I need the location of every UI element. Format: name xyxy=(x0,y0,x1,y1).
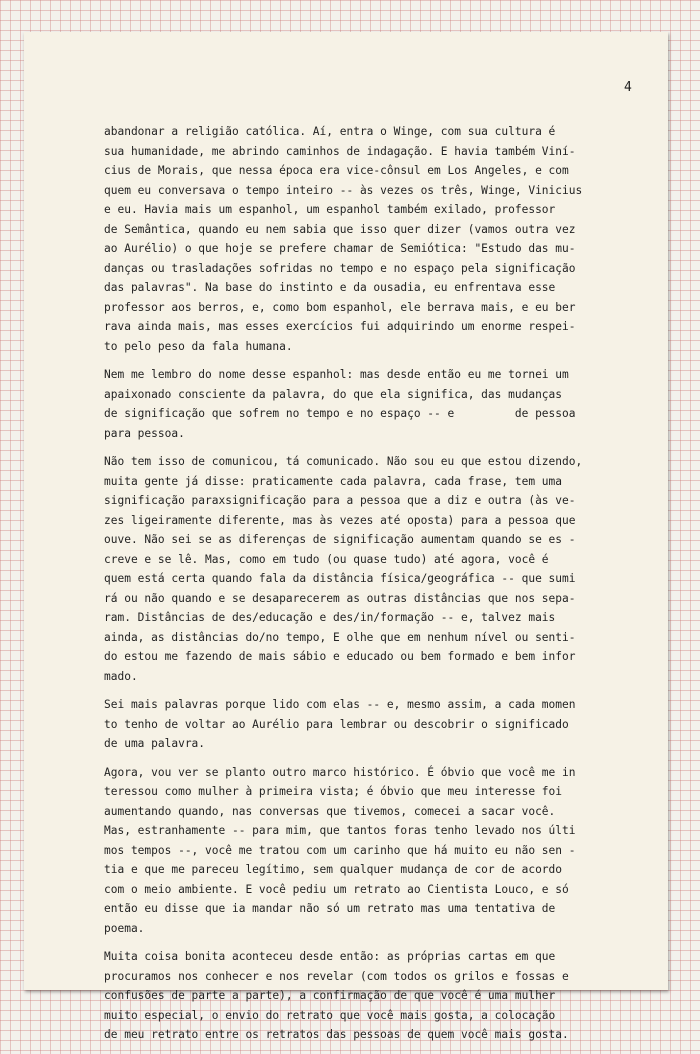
text-line: to pelo peso da fala humana. xyxy=(104,339,293,353)
paragraph xyxy=(104,947,664,1045)
text-line: do estou me fazendo de mais sábio e educado ou bem formado e bem infor xyxy=(104,650,576,663)
text-line: professor aos berros, e, como bom espanhol, ele berrava mais, e eu ber xyxy=(104,300,576,314)
text-line: significação paraxsignificação para a pessoa que a diz e outra (às ve- xyxy=(104,494,576,507)
text-line: Nem me lembro do nome desse espanhol: mas desde então eu me tornei um xyxy=(104,368,569,381)
text-line: das palavras". Na base do instinto e da ousadia, eu enfrentava esse xyxy=(104,281,556,294)
text-line: cius de Morais, que nessa época era vice-cônsul em Los Angeles, e com xyxy=(104,164,569,177)
text-line: ram. Distâncias de des/educação e des/in/formação -- e, talvez mais xyxy=(104,611,556,624)
text-line: poema. xyxy=(104,921,145,935)
text-line: Não tem isso de comunicou, tá comunicado. Não sou eu que estou dizendo, xyxy=(104,455,583,468)
text-line: sua humanidade, me abrindo caminhos de indagação. E havia também Viní- xyxy=(104,144,576,158)
paragraph xyxy=(104,763,664,939)
page-number: 4 xyxy=(624,80,632,95)
text-line: de meu retrato entre os retratos das pessoas de quem você mais gosta. xyxy=(104,1028,569,1041)
paragraph xyxy=(104,695,664,754)
text-line: Mas, estranhamente -- para mim, que tantos foras tenho levado nos últi xyxy=(104,824,576,837)
text-line: confusões de parte a parte), a confirmação de que você é uma mulher xyxy=(104,989,556,1002)
text-line: quem está certa quando fala da distância física/geográfica -- que sumi xyxy=(104,572,576,585)
text-line: para pessoa. xyxy=(104,426,185,440)
text-line: de Semântica, quando eu nem sabia que isso quer dizer (vamos outra vez xyxy=(104,222,576,236)
text-line: rá ou não quando e se desaparecerem as outras distâncias que nos sepa- xyxy=(104,591,576,605)
text-line: abandonar a religião católica. Aí, entra o Winge, com sua cultura é xyxy=(104,125,556,138)
letter-body xyxy=(104,122,664,1054)
text-line: zes ligeiramente diferente, mas às vezes até oposta) para a pessoa que xyxy=(104,513,576,527)
paragraph xyxy=(104,365,664,443)
text-line: muita gente já disse: praticamente cada palavra, cada frase, tem uma xyxy=(104,474,563,488)
text-line: creve e se lê. Mas, como em tudo (ou quase tudo) até agora, você é xyxy=(104,552,549,566)
text-line: com o meio ambiente. E você pediu um retrato ao Cientista Louco, e só xyxy=(104,882,569,896)
text-line: e eu. Havia mais um espanhol, um espanhol também exilado, professor xyxy=(104,203,556,216)
text-line: ao Aurélio) o que hoje se prefere chamar de Semiótica: "Estudo das mu- xyxy=(104,242,576,255)
paragraph xyxy=(104,122,664,356)
text-line: Agora, vou ver se planto outro marco histórico. É óbvio que você me in xyxy=(104,765,576,779)
text-line: de uma palavra. xyxy=(104,737,206,750)
text-line: danças ou trasladações sofridas no tempo e no espaço pela significação xyxy=(104,261,576,275)
text-line: to tenho de voltar ao Aurélio para lembrar ou descobrir o significado xyxy=(104,717,569,731)
text-line: procuramos nos conhecer e nos revelar (com todos os grilos e fossas e xyxy=(104,969,569,983)
paragraph xyxy=(104,452,664,686)
text-line: ouve. Não sei se as diferenças de significação aumentam quando se es - xyxy=(104,533,576,546)
text-line: então eu disse que ia mandar não só um retrato mas uma tentativa de xyxy=(104,902,556,915)
text-line: quem eu conversava o tempo inteiro -- às vezes os três, Winge, Vinicius xyxy=(104,183,583,197)
text-line: Sei mais palavras porque lido com elas -- e, mesmo assim, a cada momen xyxy=(104,698,576,711)
text-line: mos tempos --, você me tratou com um carinho que há muito eu não sen - xyxy=(104,843,576,857)
text-line: Muita coisa bonita aconteceu desde então: as próprias cartas em que xyxy=(104,950,556,963)
text-line: ainda, as distâncias do/no tempo, E olhe que em nenhum nível ou senti- xyxy=(104,630,576,644)
text-line: rava ainda mais, mas esses exercícios fui adquirindo um enorme respei- xyxy=(104,320,576,333)
typewritten-letter-page xyxy=(24,32,668,1041)
text-line: mado. xyxy=(104,669,138,683)
text-line: de significação que sofrem no tempo e no espaço -- e de pessoa xyxy=(104,407,576,420)
text-line: aumentando quando, nas conversas que tivemos, comecei a sacar você. xyxy=(104,804,556,818)
text-line: apaixonado consciente da palavra, do que ela significa, das mudanças xyxy=(104,387,563,401)
text-line: teressou como mulher à primeira vista; é óbvio que meu interesse foi xyxy=(104,785,563,798)
text-line: tia e que me pareceu legítimo, sem qualquer mudança de cor de acordo xyxy=(104,863,563,876)
text-line: muito especial, o envio do retrato que você mais gosta, a colocação xyxy=(104,1008,556,1022)
